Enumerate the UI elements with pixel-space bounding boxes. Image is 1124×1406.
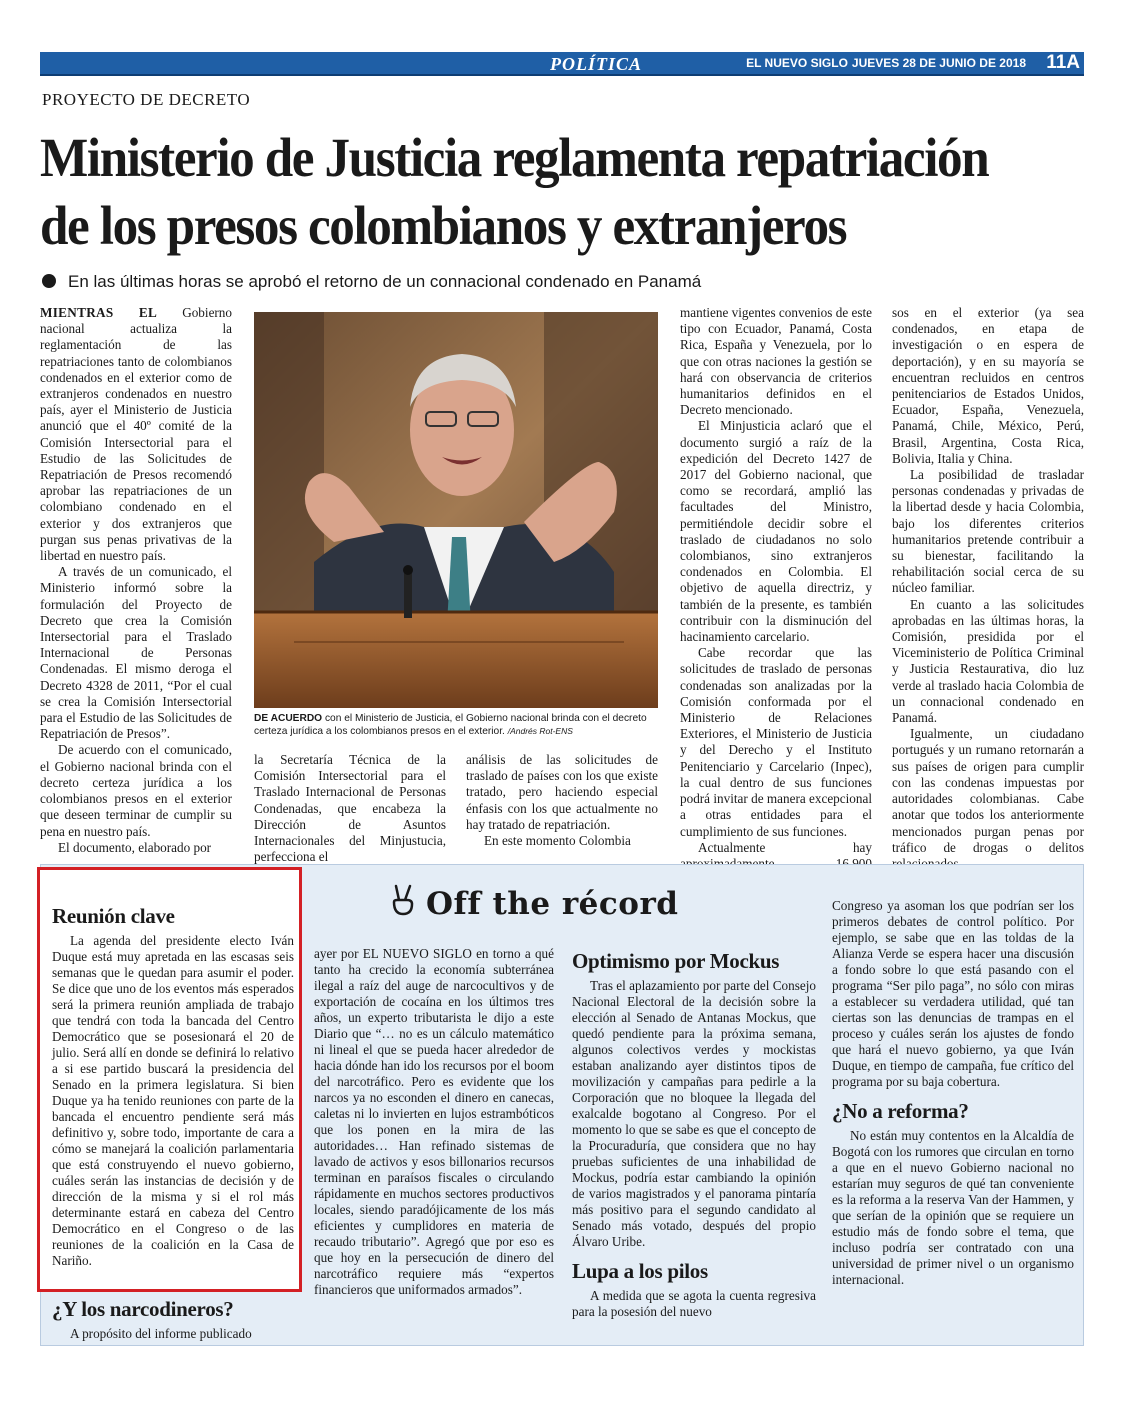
off-the-record-title	[390, 884, 678, 924]
bullet-icon	[42, 274, 56, 288]
brief-text: Congreso ya asoman los que podrían ser los primeros debates de control político. Por ejemplo, se sabe que en las toldas de la Alianza Verde se espera hacer una discusión a fondo sobre lo que está pasando con el programa “Ser pilo paga”, no sólo con miras a establecer su verdadera utilidad, qué tan ciertas son las denuncias de trampas en el proceso y cuáles serán los ajustes de fondo que hará el nuevo gobierno, ya que Iván Duque, en tiempo de campaña, fue crítico del programa por su baja cobertura.	[832, 898, 1074, 1089]
brief-text: La agenda del presidente electo Iván Duque está muy apretada en las escasas seis semanas que le quedan para asumir el poder. Se dice que uno de los eventos más esperados será la primera reunión ampliada de trabajo que tendrá con toda la bancada del Centro Democrático que se posesionará el 20 de julio. Será allí en donde se definirá lo relativo a si ese partido buscará la presidencia del Senado en la primera legislatura. Si bien Duque ya ha tenido reuniones con parte de la bancada el encuentro pendiente será más definitivo y, sobre todo, importante de cara a cómo se manejará la coalición parlamentaria que está construyendo el nuevo gobierno, cuáles serán las instancias de decisión y de dirección de la misma y si el rol más determinante estará en cabeza del Centro Democrático en el Congreso o de las reuniones de la coalición en la Casa de Nariño.	[52, 933, 294, 1268]
paragraph: El Minjusticia aclaró que el documento surgió a raíz de la expedición del Decreto 1427 de 2017 del Gobierno nacional, que como se recordará, amplió las facultades del Ministro, permitiéndole decidir sobre el traslado de ciudadanos no solo colombianos, sino extranjeros condenados en Colombia. El objetivo de aquella directriz, y también de la presente, es también contribuir con la disminución del hacinamiento carcelario.	[680, 418, 872, 645]
paragraph: El documento, elaborado por	[58, 839, 212, 855]
paragraph: mantiene vigentes convenios de este tipo con Ecuador, Panamá, Costa Rica, España y Venezuela, por lo que con otras naciones la gestión se hará con observancia de criterios humanitarios definidos en el Decreto mencionado.	[680, 305, 872, 418]
paragraph: la Secretaría Técnica de la Comisión Intersectorial para el Traslado Internacional de Personas Condenadas, que encabeza la Dirección de Asuntos Internacionales del Minjustucia, perfecciona el	[254, 752, 446, 865]
newspaper-name: EL NUEVO SIGLO	[746, 56, 848, 70]
brief-title: ¿No a reforma?	[832, 1099, 969, 1123]
publication-info	[742, 56, 1026, 70]
brief-text: A propósito del informe publicado	[70, 1326, 252, 1341]
brief-text: A medida que se agota la cuenta regresiva para la posesión del nuevo	[572, 1288, 816, 1319]
paragraph	[40, 305, 232, 564]
brief-text: Tras el aplazamiento por parte del Consejo Nacional Electoral de la decisión sobre la elección al Senado de Antanas Mockus, que quedó pendiente para la próxima semana, algunos colectivos verdes y mockistas estaban analizando ayer distintos tipos de movilización y campañas para pedirle a la Corporación que no bloquee la llegada del exalcalde bogotano al Congreso. Por el momento lo que se sabe es que el concepto de la Procuraduría, que considera que no hay pruebas suficientes de una inhabilidad de Mockus, podría estar cambiando la opinión de varios magistrados y el panorama pintaría más positivo para el segundo candidato al Senado más votado, después del propio Álvaro Uribe.	[572, 978, 816, 1249]
article-column-1	[40, 305, 232, 856]
brief-text: ayer por EL NUEVO SIGLO en torno a qué tanto ha crecido la economía subterránea ilegal a raíz del auge de narcocultivos y de exportación de cocaína en los últimos tres años, un experto tributarista le dijo a este Diario que “… no es un cálculo matemático ni lineal el que se pueda hacer alrededor de hacia dónde han ido los recursos por el boom del narcotráfico. Pero es evidente que los narcos ya no esconden el dinero en canecas, caletas ni lo invierten en lujos estrambóticos que los ponen en la mira de las autoridades… Han refinado sistemas de lavado de activos y esos billonarios recursos terminan en paraísos fiscales o circulando rápidamente en muchos sectores productivos locales, siendo paradójicamente de los más eficientes y cumplidores en materia de recaudo tributario”. Agregó que por eso es que hoy en la persecución de dinero del narcotráfico requiere más “expertos financieros que uniformados armados”.	[314, 946, 554, 1297]
paragraph: sos en el exterior (ya sea condenados, en etapa de investigación o en espera de deportación), y en su mayoría se encuentran recluidos en centros penitenciarios de Estados Unidos, Ecuador, España, Venezuela, Panamá, Chile, México, Perú, Brasil, Argentina, Costa Rica, Bolivia, Italia y China.	[892, 305, 1084, 466]
headline-line-2: de los presos colombianos y extranjeros	[40, 195, 847, 256]
photo-caption	[254, 712, 658, 738]
paragraph: Cabe recordar que las solicitudes de traslado de personas condenadas son analizadas por la Comisión conformada por el Ministerio de Relaciones Exteriores, el Ministerio de Justicia y del Derecho y el Instituto Penitenciario y Carcelario (Inpec), la cual dentro de sus funciones podrá invitar de manera excepcional a otras entidades para el cumplimiento de sus funciones.	[680, 645, 872, 839]
caption-text: con el Ministerio de Justicia, el Gobierno nacional brinda con el decreto certeza jurídica a los colombianos presos en el exterior.	[254, 713, 647, 737]
brief-reunion-clave	[52, 901, 294, 1269]
article-column-3	[680, 305, 872, 888]
article-headline	[40, 124, 1017, 260]
subhead-text: En las últimas horas se aprobó el retorno de un connacional condenado en Panamá	[68, 272, 702, 291]
brief-title: ¿Y los narcodineros?	[52, 1297, 234, 1321]
lead-caps: MIENTRAS EL	[40, 305, 158, 320]
brief-title: Optimismo por Mockus	[572, 949, 780, 973]
paragraph: En cuanto a las solicitudes aprobadas en las últimas horas, la Comisión, presidida por el Viceministerio de Política Criminal y Justicia Restaurativa, dio luz verde al traslado hacia Colombia de un connacional condenado en Panamá.	[892, 596, 1084, 726]
brief-pilos-reforma	[832, 898, 1074, 1288]
paragraph: Igualmente, un ciudadano portugués y un rumano retornarán a sus países de origen para cumplir con las condenas impuestas por autoridades colombianas. Cabe anotar que todos los anteriormente mencionados purgan penas por tráfico de drogas o delitos	[892, 726, 1084, 855]
headline-line-1: Ministerio de Justicia reglamenta repatriación	[40, 127, 989, 188]
article-column-4	[892, 305, 1084, 872]
article-kicker: PROYECTO DE DECRETO	[42, 90, 251, 109]
brief-narcodineros	[52, 1294, 294, 1342]
section-header-bar	[40, 52, 1084, 76]
issue-date: JUEVES 28 DE JUNIO DE 2018	[851, 56, 1026, 70]
brief-narcodineros-continued	[314, 946, 554, 1298]
brief-text: No están muy contentos en la Alcaldía de Bogotá con los rumores que circulan en torno a que en el nuevo Gobierno nacional no estarían muy seguros de qué tan conveniente es la reforma a la reserva Van der Hammen, y que serían de la opinión que se requiere un estudio más de fondo sobre el tema, que incluso podría ser contratado con una universidad de primer nivel o un organismo internacional.	[832, 1128, 1074, 1287]
article-photo	[254, 312, 658, 708]
paragraph: A través de un comunicado, el Ministerio informó sobre la formulación del Proyecto de Decreto que crea la Comisión Intersectorial para el Traslado Internacional de Personas Condenadas. El mismo deroga el Decreto 4328 de 2011, “Por el cual se crea la Comisión Intersectorial para el Estudio de las Solicitudes de Repatriación de Presos”.	[40, 564, 232, 742]
brief-mockus-pilos	[572, 946, 816, 1320]
brief-title: Lupa a los pilos	[572, 1259, 708, 1283]
paragraph: De acuerdo con el comunicado, el Gobierno nacional brinda con el decreto certeza jurídica a los colombianos presos en el exterior que deseen terminar de cumplir su pena en nuestro país.	[40, 742, 232, 839]
box-title: Off the récord	[426, 886, 679, 922]
victory-hand-icon	[390, 884, 418, 924]
article-subhead	[42, 272, 701, 292]
photo-credit: /Andrés Rot-ENS	[507, 726, 573, 736]
paragraph: La posibilidad de trasladar personas condenadas y privadas de la libertad desde y hacia Colombia, bajo los diferentes criterios humanitarios pretende contribuir a su bienestar, facilitando la rehabilitación social cerca de su núcleo familiar.	[892, 467, 1084, 596]
section-name: POLÍTICA	[550, 54, 643, 74]
paragraph: Actualmente hay	[698, 839, 872, 855]
paragraph: análisis de las solicitudes de traslado de países con los que existe tratado, pero haciendo especial énfasis con los que actualmente no hay tratado de repatriación.	[466, 752, 658, 832]
paragraph-text: Gobierno nacional actualiza la reglamentación de las repatriaciones tanto de colombianos condenados en el exterior como de extranjeros condenados en nuestro país, ayer el Ministerio de Justicia anunció que el 40º comité de la Comisión Intersectorial para el Estudio de las Solicitudes de Repatriación de Presos recomendó aprobar las repatriaciones de un colombiano condenado en el exterior y dos extranjeros que purgan sus penas privativas de la libertad en nuestro país.	[40, 305, 232, 564]
paragraph: En este momento Colombia	[484, 833, 631, 849]
photo-minister-speaking-illustration	[254, 312, 658, 708]
caption-lead: DE ACUERDO	[254, 713, 323, 724]
article-column-2b	[466, 752, 658, 849]
brief-title: Reunión clave	[52, 904, 175, 928]
article-column-2a	[254, 752, 446, 865]
page-number: 11A	[1046, 52, 1080, 73]
